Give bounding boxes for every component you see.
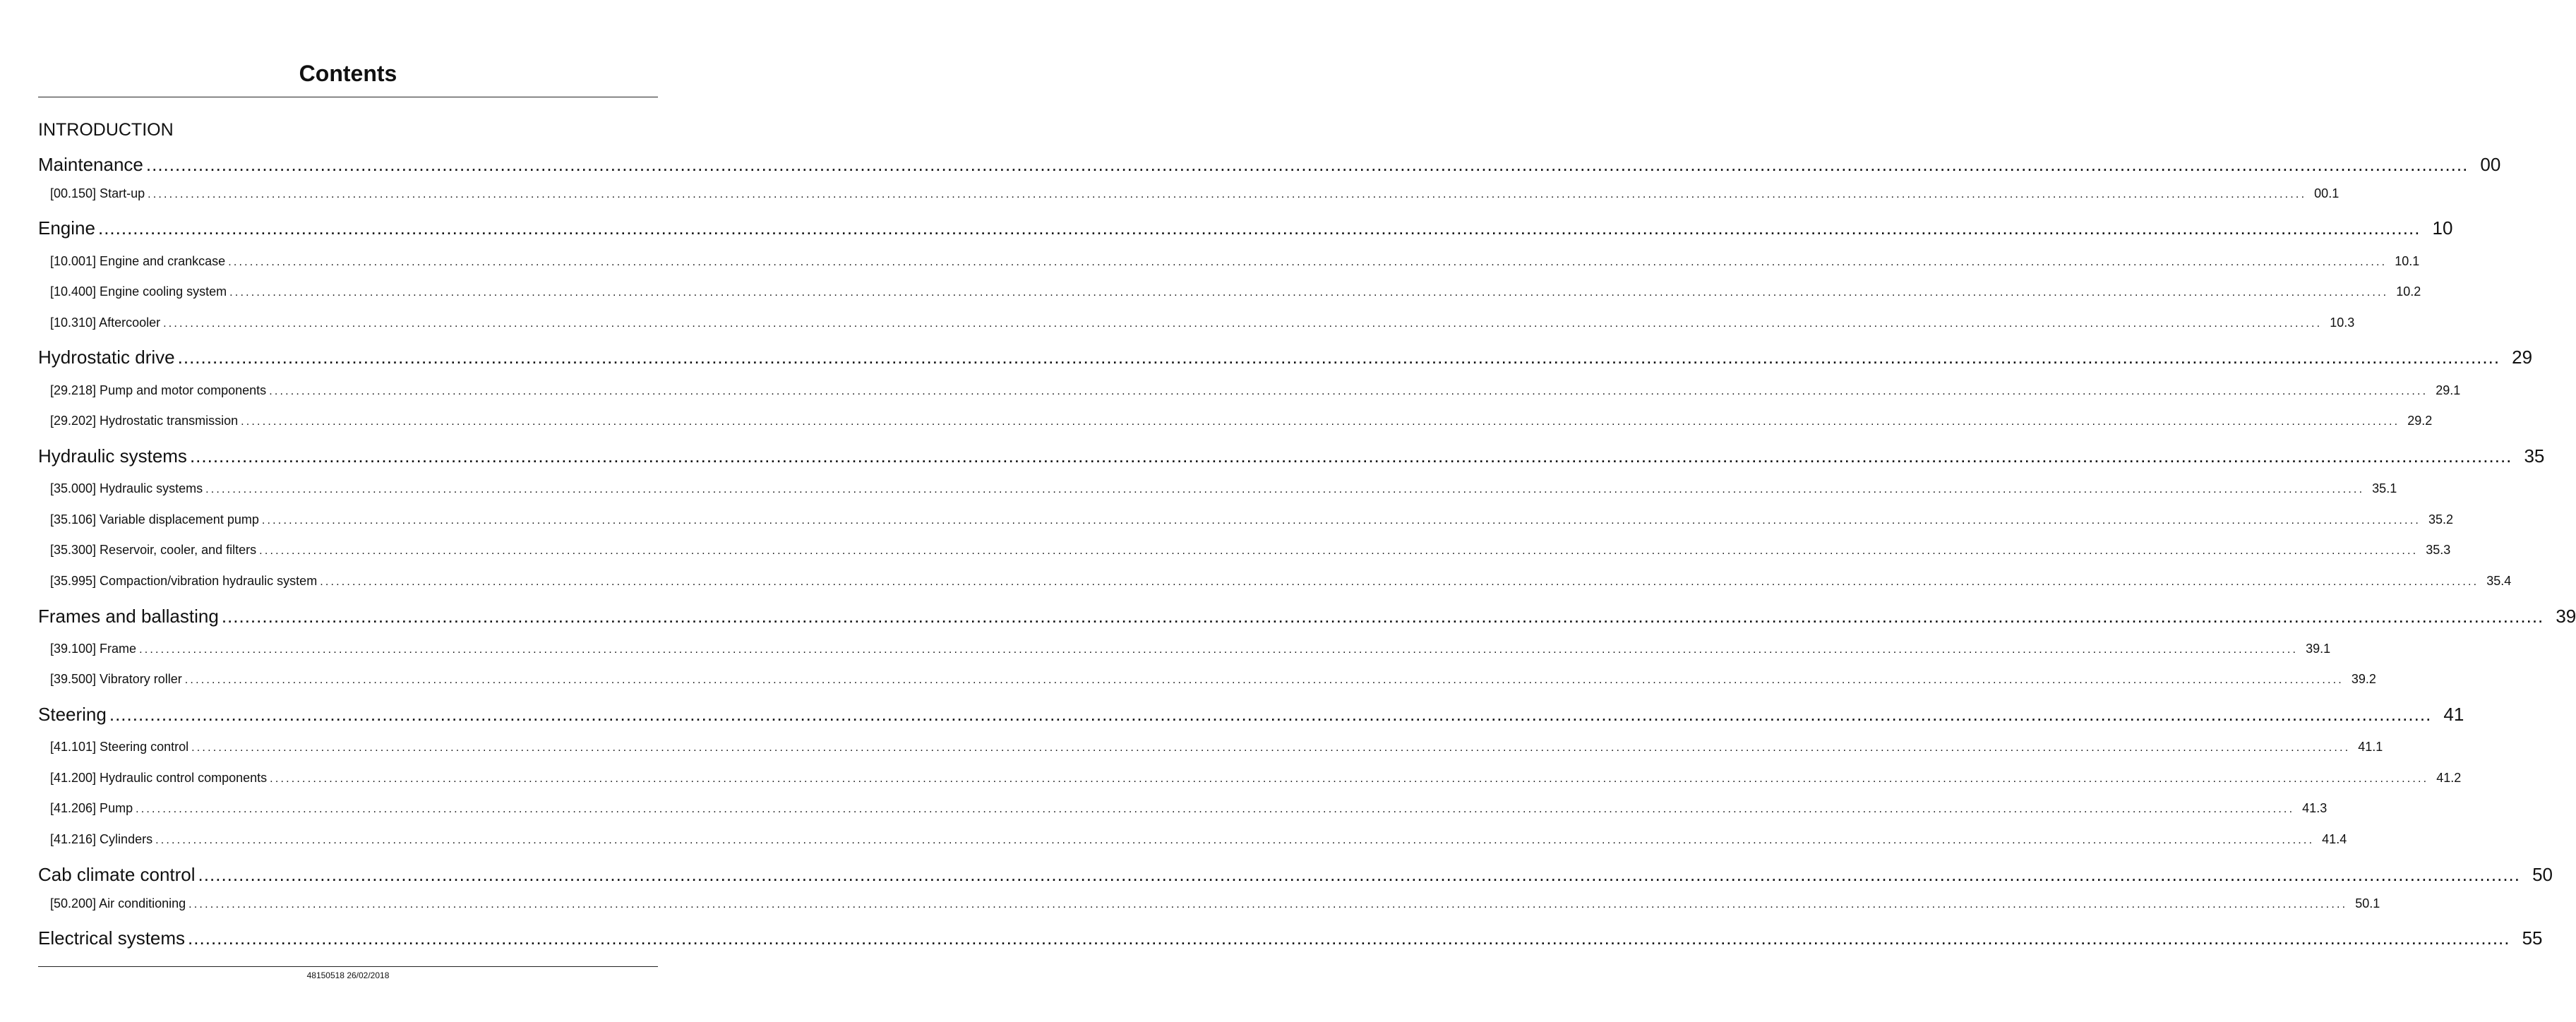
toc-entry[interactable]: [35.300] Reservoir, cooler, and filters ................................................................................................................................................................................................................................................................................................................................................................................................................ 35.3 [50, 543, 2451, 557]
toc-entry[interactable]: [00.150] Start-up ................................................................................................................................................................................................................................................................................................................................................................................................................ 00.1 [50, 186, 2340, 200]
toc-entry[interactable]: [39.500] Vibratory roller ................................................................................................................................................................................................................................................................................................................................................................................................................ 39.2 [50, 672, 2376, 686]
dot-leader: ................................................................................................................................................................................................................................................................................................................................................................................................................ [198, 864, 2520, 885]
toc-section-maintenance[interactable]: Maintenance ................................................................................................................................................................................................................................................................................................................................................................................................................ 00 [38, 154, 2501, 175]
dot-leader: ................................................................................................................................................................................................................................................................................................................................................................................................................ [320, 576, 2479, 588]
dot-leader: ................................................................................................................................................................................................................................................................................................................................................................................................................ [136, 803, 2295, 815]
dot-leader: ................................................................................................................................................................................................................................................................................................................................................................................................................ [155, 834, 2315, 846]
dot-leader: ................................................................................................................................................................................................................................................................................................................................................................................................................ [145, 154, 2469, 175]
dot-leader: ................................................................................................................................................................................................................................................................................................................................................................................................................ [148, 188, 2307, 200]
dot-leader: ................................................................................................................................................................................................................................................................................................................................................................................................................ [269, 385, 2428, 397]
bottom-divider [38, 966, 658, 967]
dot-leader: ................................................................................................................................................................................................................................................................................................................................................................................................................ [184, 674, 2344, 686]
dot-leader: ................................................................................................................................................................................................................................................................................................................................................................................................................ [97, 217, 2421, 239]
toc-entry[interactable]: [39.100] Frame ................................................................................................................................................................................................................................................................................................................................................................................................................ 39.1 [50, 642, 2331, 656]
toc-section-engine[interactable]: Engine ................................................................................................................................................................................................................................................................................................................................................................................................................ 10 [38, 217, 2453, 239]
dot-leader: ................................................................................................................................................................................................................................................................................................................................................................................................................ [229, 287, 2389, 299]
dot-leader: ................................................................................................................................................................................................................................................................................................................................................................................................................ [163, 318, 2323, 330]
page-title: Contents [299, 61, 397, 86]
introduction-heading: INTRODUCTION [38, 120, 174, 140]
toc-section-cab-climate-control[interactable]: Cab climate control ................................................................................................................................................................................................................................................................................................................................................................................................................ 50 [38, 864, 2553, 885]
toc-entry[interactable]: [29.218] Pump and motor components ................................................................................................................................................................................................................................................................................................................................................................................................................ 29.1 [50, 383, 2461, 397]
toc-entry[interactable]: [50.200] Air conditioning ................................................................................................................................................................................................................................................................................................................................................................................................................ 50.1 [50, 896, 2380, 910]
toc-entry[interactable]: [41.101] Steering control ................................................................................................................................................................................................................................................................................................................................................................................................................ 41.1 [50, 740, 2383, 754]
toc-section-electrical-systems[interactable]: Electrical systems ................................................................................................................................................................................................................................................................................................................................................................................................................ 55 [38, 927, 2543, 949]
toc-entry[interactable]: [41.206] Pump ................................................................................................................................................................................................................................................................................................................................................................................................................ 41.3 [50, 801, 2328, 815]
dot-leader: ................................................................................................................................................................................................................................................................................................................................................................................................................ [259, 545, 2419, 557]
dot-leader: ................................................................................................................................................................................................................................................................................................................................................................................................................ [191, 742, 2351, 754]
toc-section-steering[interactable]: Steering ................................................................................................................................................................................................................................................................................................................................................................................................................ 41 [38, 704, 2464, 725]
dot-leader: ................................................................................................................................................................................................................................................................................................................................................................................................................ [188, 927, 2510, 949]
toc-section-hydrostatic-drive[interactable]: Hydrostatic drive ................................................................................................................................................................................................................................................................................................................................................................................................................ 29 [38, 347, 2533, 368]
toc-section-frames-and-ballasting[interactable]: Frames and ballasting ................................................................................................................................................................................................................................................................................................................................................................................................................ 39 [38, 606, 2576, 627]
toc-entry[interactable]: [41.200] Hydraulic control components ................................................................................................................................................................................................................................................................................................................................................................................................................ 41.2 [50, 771, 2462, 785]
dot-leader: ................................................................................................................................................................................................................................................................................................................................................................................................................ [188, 898, 2348, 910]
dot-leader: ................................................................................................................................................................................................................................................................................................................................................................................................................ [139, 644, 2299, 656]
dot-leader: ................................................................................................................................................................................................................................................................................................................................................................................................................ [241, 416, 2400, 428]
dot-leader: ................................................................................................................................................................................................................................................................................................................................................................................................................ [270, 773, 2429, 785]
dot-leader: ................................................................................................................................................................................................................................................................................................................................................................................................................ [189, 445, 2512, 467]
dot-leader: ................................................................................................................................................................................................................................................................................................................................................................................................................ [261, 515, 2421, 527]
toc-entry[interactable]: [10.400] Engine cooling system ................................................................................................................................................................................................................................................................................................................................................................................................................ 10.2 [50, 284, 2421, 299]
toc-entry[interactable]: [10.001] Engine and crankcase ................................................................................................................................................................................................................................................................................................................................................................................................................ 10.1 [50, 254, 2420, 268]
dot-leader: ................................................................................................................................................................................................................................................................................................................................................................................................................ [221, 606, 2544, 627]
dot-leader: ................................................................................................................................................................................................................................................................................................................................................................................................................ [228, 256, 2388, 268]
toc-entry[interactable]: [35.106] Variable displacement pump ................................................................................................................................................................................................................................................................................................................................................................................................................ 35.2 [50, 512, 2453, 527]
toc-entry[interactable]: [35.000] Hydraulic systems ................................................................................................................................................................................................................................................................................................................................................................................................................ 35.1 [50, 481, 2397, 495]
dot-leader: ................................................................................................................................................................................................................................................................................................................................................................................................................ [109, 704, 2432, 725]
toc-entry[interactable]: [10.310] Aftercooler ................................................................................................................................................................................................................................................................................................................................................................................................................ 10.3 [50, 315, 2355, 330]
dot-leader: ................................................................................................................................................................................................................................................................................................................................................................................................................ [205, 483, 2365, 495]
toc-section-hydraulic-systems[interactable]: Hydraulic systems ................................................................................................................................................................................................................................................................................................................................................................................................................ 35 [38, 445, 2545, 467]
toc-entry[interactable]: [41.216] Cylinders ................................................................................................................................................................................................................................................................................................................................................................................................................ 41.4 [50, 832, 2347, 846]
document-footer: 48150518 26/02/2018 [306, 970, 390, 980]
dot-leader: ................................................................................................................................................................................................................................................................................................................................................................................................................ [177, 347, 2500, 368]
toc-entry[interactable]: [35.995] Compaction/vibration hydraulic system ................................................................................................................................................................................................................................................................................................................................................................................................................ 35.4 [50, 574, 2512, 588]
toc-entry[interactable]: [29.202] Hydrostatic transmission ................................................................................................................................................................................................................................................................................................................................................................................................................ 29.2 [50, 414, 2433, 428]
